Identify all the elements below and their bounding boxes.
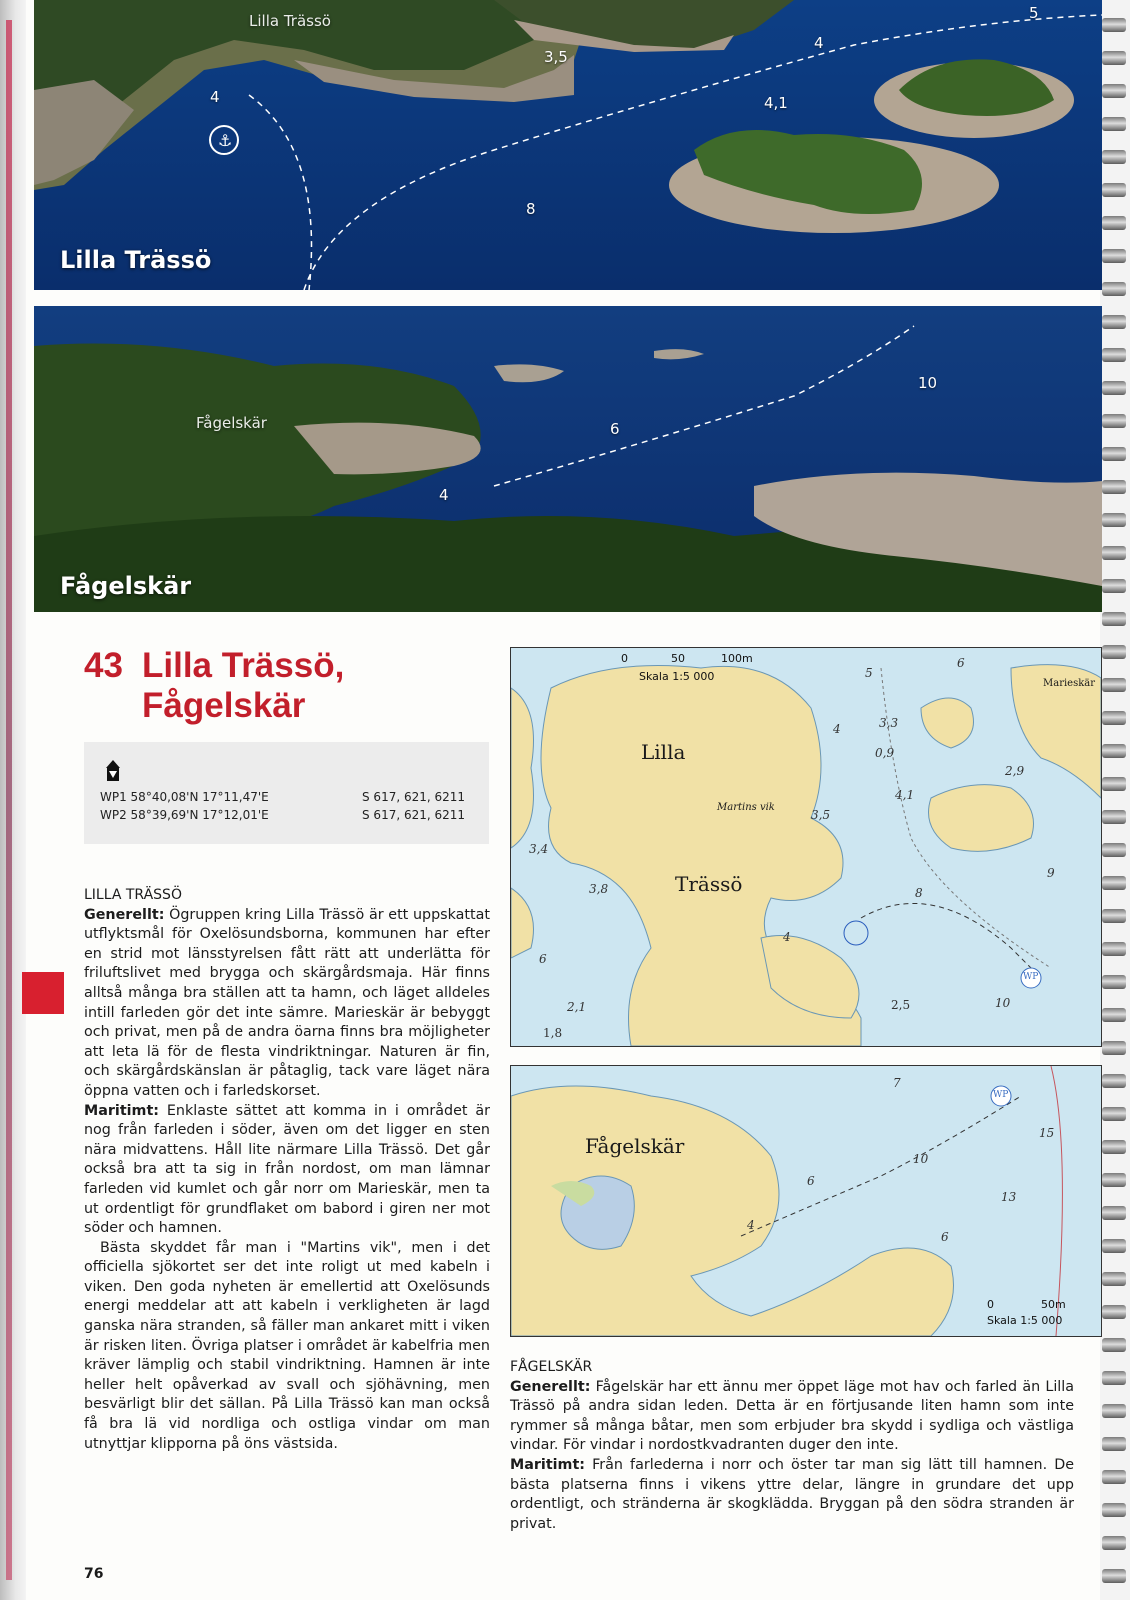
spiral-ring bbox=[1102, 975, 1126, 989]
waypoint-1-charts: S 617, 621, 6211 bbox=[362, 790, 466, 804]
waypoint-1-coords: WP1 58°40,08'N 17°11,47'E bbox=[100, 790, 269, 804]
map1-island-label-bottom: Trässö bbox=[675, 872, 743, 896]
map1-depth: 8 bbox=[915, 886, 923, 900]
label-maritimt: Maritimt: bbox=[510, 1456, 586, 1473]
lilla-trasso-text bbox=[84, 886, 490, 1454]
spiral-ring bbox=[1102, 1107, 1126, 1121]
spiral-ring bbox=[1102, 348, 1126, 362]
chart-lilla-trasso bbox=[510, 647, 1102, 1047]
spiral-ring bbox=[1102, 612, 1126, 626]
photo-depth: 4 bbox=[210, 88, 220, 106]
section-tab-marker bbox=[22, 972, 64, 1014]
map1-depth: 3,4 bbox=[529, 842, 549, 856]
harbor-number: 43 bbox=[84, 646, 123, 685]
map1-scale-tick: 100m bbox=[721, 652, 753, 665]
photo-island-label-fagelskar: Fågelskär bbox=[196, 414, 267, 432]
map2-depth: 4 bbox=[747, 1218, 755, 1232]
spiral-ring bbox=[1102, 414, 1126, 428]
map2-depth: 6 bbox=[941, 1230, 949, 1244]
spiral-ring bbox=[1102, 777, 1126, 791]
photo-depth: 6 bbox=[610, 420, 620, 438]
spiral-ring bbox=[1102, 183, 1126, 197]
map1-depth: 4 bbox=[833, 722, 841, 736]
spiral-ring bbox=[1102, 1173, 1126, 1187]
lilla-generellt-text: Ögruppen kring Lilla Trässö är ett uppskattat utflyktsmål för Oxelösundsborna, kommunen har efter en strid mot länsstyrelsen fått rätt att underlätta för friluftslivet med brygga och skärgårdsmaja. Här finns alltså många bra ställen att ta hamn, och läget alldeles intill farleden gör det inte sämre. Marieskär är bebyggt och privat, men på de andra öarna finns bra möjligheter att leta lä för de flesta vindriktningar. Naturen är fin, och skärgårdskänslan är påtaglig, tack vare läget nära öppna vatten och i farledskorset. bbox=[84, 906, 490, 1099]
spiral-ring bbox=[1102, 282, 1126, 296]
spiral-ring bbox=[1102, 744, 1126, 758]
spiral-ring bbox=[1102, 1437, 1126, 1451]
spiral-binding bbox=[1100, 0, 1130, 1600]
spiral-ring bbox=[1102, 117, 1126, 131]
label-maritimt: Maritimt: bbox=[84, 1102, 160, 1119]
aerial-photo-lilla-trasso bbox=[34, 0, 1102, 290]
map1-depth: 6 bbox=[957, 656, 965, 670]
map1-depth: 2,9 bbox=[1005, 764, 1025, 778]
spiral-ring bbox=[1102, 711, 1126, 725]
spiral-ring bbox=[1102, 1503, 1126, 1517]
map2-depth: 10 bbox=[913, 1152, 929, 1166]
section-heading-lilla-trasso: LILLA TRÄSSÖ bbox=[84, 887, 182, 903]
map2-depth: 7 bbox=[893, 1076, 901, 1090]
photo-depth: 4 bbox=[439, 486, 449, 504]
photo-title-fagelskar: Fågelskär bbox=[60, 572, 192, 600]
spiral-ring bbox=[1102, 876, 1126, 890]
photo-depth: 8 bbox=[526, 200, 536, 218]
spiral-ring bbox=[1102, 150, 1126, 164]
map1-marieskar-label: Marieskär bbox=[1043, 678, 1096, 689]
map2-scale-tick: 50m bbox=[1041, 1298, 1066, 1311]
spiral-ring bbox=[1102, 249, 1126, 263]
fagelskar-text bbox=[510, 1358, 1074, 1534]
spiral-ring bbox=[1102, 381, 1126, 395]
map1-depth: 2,1 bbox=[567, 1000, 587, 1014]
map2-depth: 15 bbox=[1039, 1126, 1055, 1140]
svg-text:⚓: ⚓ bbox=[218, 131, 233, 150]
spiral-ring bbox=[1102, 1470, 1126, 1484]
map1-depth: 4,1 bbox=[895, 788, 915, 802]
photo-depth: 3,5 bbox=[544, 48, 568, 66]
spiral-ring bbox=[1102, 51, 1126, 65]
map1-depth: 6 bbox=[539, 952, 547, 966]
spiral-ring bbox=[1102, 1041, 1126, 1055]
spiral-ring bbox=[1102, 447, 1126, 461]
lilla-maritimt-text: Enklaste sättet att komma in i området är nog från farleden i söder, även om det ligger en sten nära midvattens. Håll lite närmare Lilla Trässö. Det går också bra att ta sig in från nordost, om man lämnar farleden vid kumlet och går norr om Marieskär, men ta ut ordentligt för grundflaket om babord i giren ner mot söder och hamnen. bbox=[84, 1102, 490, 1237]
map2-scale-tick: 0 bbox=[987, 1298, 994, 1311]
spiral-ring bbox=[1102, 678, 1126, 692]
spiral-ring bbox=[1102, 216, 1126, 230]
spiral-ring bbox=[1102, 1140, 1126, 1154]
map2-waypoint-label: WP bbox=[993, 1090, 1009, 1100]
photo-depth: 4 bbox=[814, 34, 824, 52]
spiral-ring bbox=[1102, 480, 1126, 494]
map2-scale-label: Skala 1:5 000 bbox=[987, 1314, 1063, 1327]
map1-scale-tick: 50 bbox=[671, 652, 685, 665]
photo-depth: 10 bbox=[918, 374, 938, 392]
map1-depth: 3,3 bbox=[879, 716, 899, 730]
map2-depth: 13 bbox=[1001, 1190, 1017, 1204]
spiral-ring bbox=[1102, 909, 1126, 923]
page-number: 76 bbox=[84, 1566, 104, 1582]
map1-bay-label: Martins vik bbox=[717, 802, 775, 813]
map1-island-label-top: Lilla bbox=[641, 740, 686, 764]
waypoint-info-box bbox=[84, 742, 489, 844]
map1-depth: 9 bbox=[1047, 866, 1055, 880]
chart-fagelskar bbox=[510, 1065, 1102, 1337]
spiral-ring bbox=[1102, 579, 1126, 593]
spiral-ring bbox=[1102, 18, 1126, 32]
spiral-ring bbox=[1102, 1008, 1126, 1022]
map1-scale-tick: 0 bbox=[621, 652, 628, 665]
label-generellt: Generellt: bbox=[84, 906, 165, 923]
spiral-ring bbox=[1102, 843, 1126, 857]
spiral-ring bbox=[1102, 1338, 1126, 1352]
waypoint-2-coords: WP2 58°39,69'N 17°12,01'E bbox=[100, 808, 269, 822]
fagel-generellt-text: Fågelskär har ett ännu mer öppet läge mot hav och farled än Lilla Trässö på andra sidan leden. Detta är en förtjusande liten hamn som inte rymmer så många båtar, men som erbjuder bra skydd i sydliga och västliga vindar. För vindar i nordostkvadranten duger den inte. bbox=[510, 1378, 1074, 1454]
beacon-icon bbox=[106, 760, 120, 782]
map1-depth: 1,8 bbox=[543, 1026, 563, 1040]
map2-depth: 6 bbox=[807, 1174, 815, 1188]
spiral-ring bbox=[1102, 1371, 1126, 1385]
map1-scale-label: Skala 1:5 000 bbox=[639, 670, 715, 683]
map1-depth: 0,9 bbox=[875, 746, 895, 760]
photo-depth: 4,1 bbox=[764, 94, 788, 112]
map1-depth: 5 bbox=[865, 666, 873, 680]
map1-waypoint-label: WP bbox=[1023, 972, 1039, 982]
spiral-ring bbox=[1102, 1404, 1126, 1418]
photo-depth: 5 bbox=[1029, 4, 1039, 22]
spiral-ring bbox=[1102, 1569, 1126, 1583]
spiral-ring bbox=[1102, 1272, 1126, 1286]
map1-depth: 10 bbox=[995, 996, 1011, 1010]
label-generellt: Generellt: bbox=[510, 1378, 591, 1395]
spiral-ring bbox=[1102, 1074, 1126, 1088]
page-binding-left bbox=[0, 0, 26, 1600]
spiral-ring bbox=[1102, 513, 1126, 527]
photo-title-lilla-trasso: Lilla Trässö bbox=[60, 246, 212, 274]
page-title-line2: Fågelskär bbox=[142, 686, 306, 725]
map1-depth: 4 bbox=[783, 930, 791, 944]
spiral-ring bbox=[1102, 942, 1126, 956]
spiral-ring bbox=[1102, 1239, 1126, 1253]
spiral-ring bbox=[1102, 810, 1126, 824]
spiral-ring bbox=[1102, 1206, 1126, 1220]
spiral-ring bbox=[1102, 1536, 1126, 1550]
spiral-ring bbox=[1102, 315, 1126, 329]
map1-depth: 3,5 bbox=[811, 808, 831, 822]
spiral-ring bbox=[1102, 1305, 1126, 1319]
spiral-ring bbox=[1102, 84, 1126, 98]
map1-depth: 2,5 bbox=[891, 998, 911, 1012]
spiral-ring bbox=[1102, 645, 1126, 659]
section-heading-fagelskar: FÅGELSKÄR bbox=[510, 1359, 593, 1375]
spiral-ring bbox=[1102, 546, 1126, 560]
map1-depth: 3,8 bbox=[589, 882, 609, 896]
aerial-photo-fagelskar bbox=[34, 306, 1102, 612]
fagel-maritimt-text: Från farlederna i norr och öster tar man sig lätt till hamnen. De bästa platserna finns i vikens yttre delar, längre in grundare det upp ordentligt, och stränderna är skogklädda. Bryggan på den södra stranden är privat. bbox=[510, 1456, 1074, 1532]
map2-island-label: Fågelskär bbox=[585, 1134, 685, 1158]
lilla-para3-text: Bästa skyddet får man i "Martins vik", men i det officiella sjökortet ser det inte roligt ut med kabeln i viken. Den goda nyheten är emellertid att Oxelösunds energi meddelar att att kabeln i verkligheten är lagd ganska nära stranden, så fäller man ankaret mitt i viken är risken liten. Övriga platser i området är kabelfria men kräver lämplig och stabil vindriktning. Hamnen är inte heller helt opåverkad av svall och sjöhävning, men besvärligt blir det sällan. På Lilla Trässö kan man också få bra lä vid nordliga och ostliga vindar om man utnyttjar klipporna på öns västsida. bbox=[84, 1239, 490, 1452]
page-title-line1: Lilla Trässö, bbox=[142, 646, 345, 685]
waypoint-2-charts: S 617, 621, 6211 bbox=[362, 808, 466, 822]
photo-island-label-lilla-trasso: Lilla Trässö bbox=[249, 12, 331, 30]
